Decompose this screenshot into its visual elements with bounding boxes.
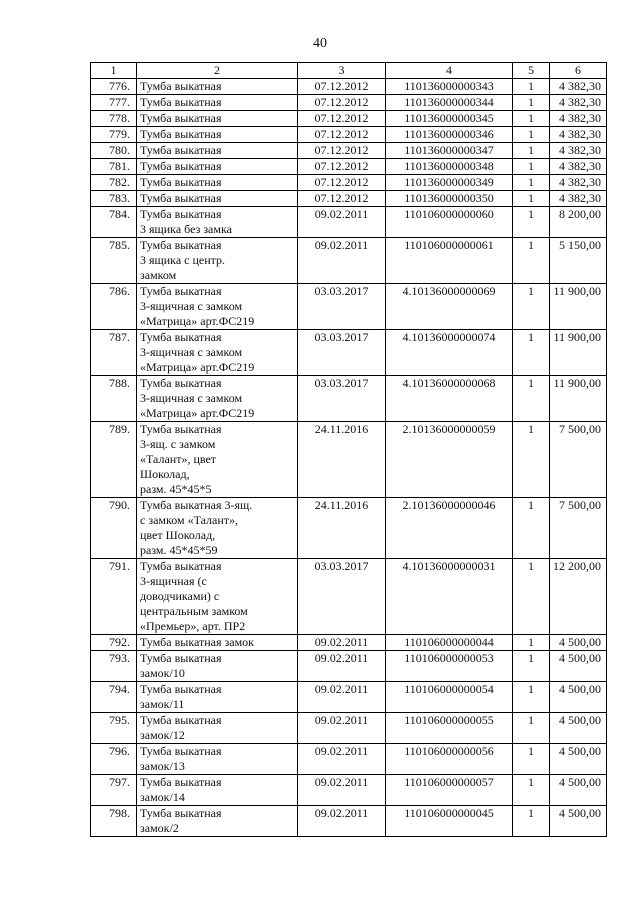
table-row (91, 422, 607, 498)
row-number-cell: 794. (91, 682, 137, 713)
page-number: 40 (313, 36, 327, 51)
amount-cell: 4 500,00 (550, 806, 607, 837)
table-row (91, 376, 607, 422)
inventory-code-cell: 4.10136000000068 (386, 376, 513, 422)
row-number-cell: 780. (91, 143, 137, 159)
table-row (91, 635, 607, 651)
date-cell: 03.03.2017 (298, 559, 386, 635)
item-name-cell: Тумба выкатная 3 ящика без замка (137, 207, 298, 238)
item-name-cell: Тумба выкатная 3-ящичная с замком «Матрица» арт.ФС219 (137, 376, 298, 422)
row-number-cell: 797. (91, 775, 137, 806)
amount-cell: 4 500,00 (550, 744, 607, 775)
table-row (91, 713, 607, 744)
date-cell: 03.03.2017 (298, 284, 386, 330)
column-header: 4 (386, 63, 513, 79)
table-row (91, 238, 607, 284)
inventory-code-cell: 4.10136000000069 (386, 284, 513, 330)
item-name-cell: Тумба выкатная (137, 95, 298, 111)
quantity-cell: 1 (513, 175, 550, 191)
row-number-cell: 783. (91, 191, 137, 207)
quantity-cell: 1 (513, 775, 550, 806)
quantity-cell: 1 (513, 284, 550, 330)
item-name-cell: Тумба выкатная (137, 175, 298, 191)
quantity-cell: 1 (513, 143, 550, 159)
quantity-cell: 1 (513, 422, 550, 498)
quantity-cell: 1 (513, 238, 550, 284)
date-cell: 09.02.2011 (298, 238, 386, 284)
date-cell: 09.02.2011 (298, 775, 386, 806)
table-row (91, 175, 607, 191)
quantity-cell: 1 (513, 191, 550, 207)
item-name-cell: Тумба выкатная замок (137, 635, 298, 651)
amount-cell: 4 382,30 (550, 191, 607, 207)
inventory-code-cell: 110106000000057 (386, 775, 513, 806)
item-name-cell: Тумба выкатная 3-ящичная (с доводчиками) с центральным замком «Премьер», арт. ПР2 (137, 559, 298, 635)
item-name-cell: Тумба выкатная (137, 159, 298, 175)
quantity-cell: 1 (513, 651, 550, 682)
amount-cell: 11 900,00 (550, 376, 607, 422)
date-cell: 24.11.2016 (298, 422, 386, 498)
amount-cell: 4 500,00 (550, 775, 607, 806)
header-row (91, 63, 607, 79)
item-name-cell: Тумба выкатная (137, 111, 298, 127)
table-row (91, 127, 607, 143)
row-number-cell: 778. (91, 111, 137, 127)
inventory-code-cell: 2.10136000000059 (386, 422, 513, 498)
quantity-cell: 1 (513, 111, 550, 127)
amount-cell: 4 382,30 (550, 79, 607, 95)
item-name-cell: Тумба выкатная замок/12 (137, 713, 298, 744)
date-cell: 07.12.2012 (298, 95, 386, 111)
amount-cell: 11 900,00 (550, 330, 607, 376)
date-cell: 07.12.2012 (298, 191, 386, 207)
item-name-cell: Тумба выкатная замок/14 (137, 775, 298, 806)
quantity-cell: 1 (513, 330, 550, 376)
inventory-code-cell: 110106000000044 (386, 635, 513, 651)
table-row (91, 559, 607, 635)
row-number-cell: 782. (91, 175, 137, 191)
inventory-table (90, 62, 607, 837)
column-header: 5 (513, 63, 550, 79)
row-number-cell: 777. (91, 95, 137, 111)
table-row (91, 775, 607, 806)
inventory-code-cell: 4.10136000000031 (386, 559, 513, 635)
item-name-cell: Тумба выкатная 3-ящичная с замком «Матрица» арт.ФС219 (137, 330, 298, 376)
inventory-code-cell: 110106000000055 (386, 713, 513, 744)
row-number-cell: 787. (91, 330, 137, 376)
inventory-code-cell: 110106000000061 (386, 238, 513, 284)
inventory-code-cell: 110136000000347 (386, 143, 513, 159)
quantity-cell: 1 (513, 713, 550, 744)
amount-cell: 12 200,00 (550, 559, 607, 635)
quantity-cell: 1 (513, 127, 550, 143)
quantity-cell: 1 (513, 159, 550, 175)
table-row (91, 191, 607, 207)
table-row (91, 651, 607, 682)
amount-cell: 4 500,00 (550, 635, 607, 651)
date-cell: 09.02.2011 (298, 207, 386, 238)
amount-cell: 4 382,30 (550, 159, 607, 175)
inventory-code-cell: 110136000000343 (386, 79, 513, 95)
column-header: 2 (137, 63, 298, 79)
inventory-code-cell: 110136000000350 (386, 191, 513, 207)
item-name-cell: Тумба выкатная замок/10 (137, 651, 298, 682)
date-cell: 07.12.2012 (298, 79, 386, 95)
quantity-cell: 1 (513, 635, 550, 651)
item-name-cell: Тумба выкатная (137, 191, 298, 207)
table-row (91, 79, 607, 95)
row-number-cell: 791. (91, 559, 137, 635)
amount-cell: 7 500,00 (550, 498, 607, 559)
date-cell: 09.02.2011 (298, 744, 386, 775)
date-cell: 07.12.2012 (298, 127, 386, 143)
item-name-cell: Тумба выкатная (137, 79, 298, 95)
inventory-code-cell: 110106000000056 (386, 744, 513, 775)
inventory-code-cell: 110106000000045 (386, 806, 513, 837)
row-number-cell: 789. (91, 422, 137, 498)
table-row (91, 111, 607, 127)
table-row (91, 682, 607, 713)
date-cell: 09.02.2011 (298, 713, 386, 744)
amount-cell: 4 500,00 (550, 651, 607, 682)
date-cell: 07.12.2012 (298, 111, 386, 127)
inventory-code-cell: 110106000000060 (386, 207, 513, 238)
item-name-cell: Тумба выкатная (137, 143, 298, 159)
item-name-cell: Тумба выкатная замок/11 (137, 682, 298, 713)
inventory-code-cell: 110136000000349 (386, 175, 513, 191)
table-row (91, 207, 607, 238)
table-row (91, 95, 607, 111)
amount-cell: 4 500,00 (550, 682, 607, 713)
amount-cell: 4 382,30 (550, 111, 607, 127)
date-cell: 09.02.2011 (298, 806, 386, 837)
inventory-code-cell: 110106000000054 (386, 682, 513, 713)
date-cell: 09.02.2011 (298, 635, 386, 651)
date-cell: 07.12.2012 (298, 175, 386, 191)
item-name-cell: Тумба выкатная 3-ящ. с замком «Талант», цвет Шоколад, разм. 45*45*59 (137, 498, 298, 559)
amount-cell: 4 382,30 (550, 143, 607, 159)
quantity-cell: 1 (513, 79, 550, 95)
amount-cell: 11 900,00 (550, 284, 607, 330)
amount-cell: 7 500,00 (550, 422, 607, 498)
item-name-cell: Тумба выкатная 3 ящика с центр. замком (137, 238, 298, 284)
table-row (91, 330, 607, 376)
quantity-cell: 1 (513, 682, 550, 713)
date-cell: 09.02.2011 (298, 682, 386, 713)
inventory-code-cell: 110136000000348 (386, 159, 513, 175)
row-number-cell: 784. (91, 207, 137, 238)
inventory-code-cell: 110136000000345 (386, 111, 513, 127)
date-cell: 03.03.2017 (298, 376, 386, 422)
quantity-cell: 1 (513, 559, 550, 635)
inventory-code-cell: 2.10136000000046 (386, 498, 513, 559)
row-number-cell: 795. (91, 713, 137, 744)
quantity-cell: 1 (513, 498, 550, 559)
inventory-code-cell: 110136000000346 (386, 127, 513, 143)
table-row (91, 143, 607, 159)
row-number-cell: 781. (91, 159, 137, 175)
date-cell: 07.12.2012 (298, 159, 386, 175)
date-cell: 07.12.2012 (298, 143, 386, 159)
row-number-cell: 790. (91, 498, 137, 559)
row-number-cell: 785. (91, 238, 137, 284)
column-header: 3 (298, 63, 386, 79)
table-body (91, 79, 607, 837)
amount-cell: 8 200,00 (550, 207, 607, 238)
date-cell: 09.02.2011 (298, 651, 386, 682)
row-number-cell: 786. (91, 284, 137, 330)
quantity-cell: 1 (513, 806, 550, 837)
table-row (91, 284, 607, 330)
table-row (91, 806, 607, 837)
amount-cell: 4 382,30 (550, 127, 607, 143)
inventory-code-cell: 4.10136000000074 (386, 330, 513, 376)
row-number-cell: 796. (91, 744, 137, 775)
amount-cell: 4 382,30 (550, 95, 607, 111)
table-row (91, 744, 607, 775)
amount-cell: 5 150,00 (550, 238, 607, 284)
inventory-code-cell: 110106000000053 (386, 651, 513, 682)
column-header: 6 (550, 63, 607, 79)
amount-cell: 4 382,30 (550, 175, 607, 191)
item-name-cell: Тумба выкатная 3-ящичная с замком «Матрица» арт.ФС219 (137, 284, 298, 330)
row-number-cell: 779. (91, 127, 137, 143)
row-number-cell: 798. (91, 806, 137, 837)
table-row (91, 159, 607, 175)
item-name-cell: Тумба выкатная замок/2 (137, 806, 298, 837)
quantity-cell: 1 (513, 744, 550, 775)
column-header: 1 (91, 63, 137, 79)
quantity-cell: 1 (513, 376, 550, 422)
row-number-cell: 776. (91, 79, 137, 95)
quantity-cell: 1 (513, 95, 550, 111)
item-name-cell: Тумба выкатная замок/13 (137, 744, 298, 775)
quantity-cell: 1 (513, 207, 550, 238)
inventory-code-cell: 110136000000344 (386, 95, 513, 111)
item-name-cell: Тумба выкатная (137, 127, 298, 143)
date-cell: 24.11.2016 (298, 498, 386, 559)
table-row (91, 498, 607, 559)
amount-cell: 4 500,00 (550, 713, 607, 744)
date-cell: 03.03.2017 (298, 330, 386, 376)
row-number-cell: 792. (91, 635, 137, 651)
item-name-cell: Тумба выкатная 3-ящ. с замком «Талант», цвет Шоколад, разм. 45*45*5 (137, 422, 298, 498)
row-number-cell: 793. (91, 651, 137, 682)
row-number-cell: 788. (91, 376, 137, 422)
